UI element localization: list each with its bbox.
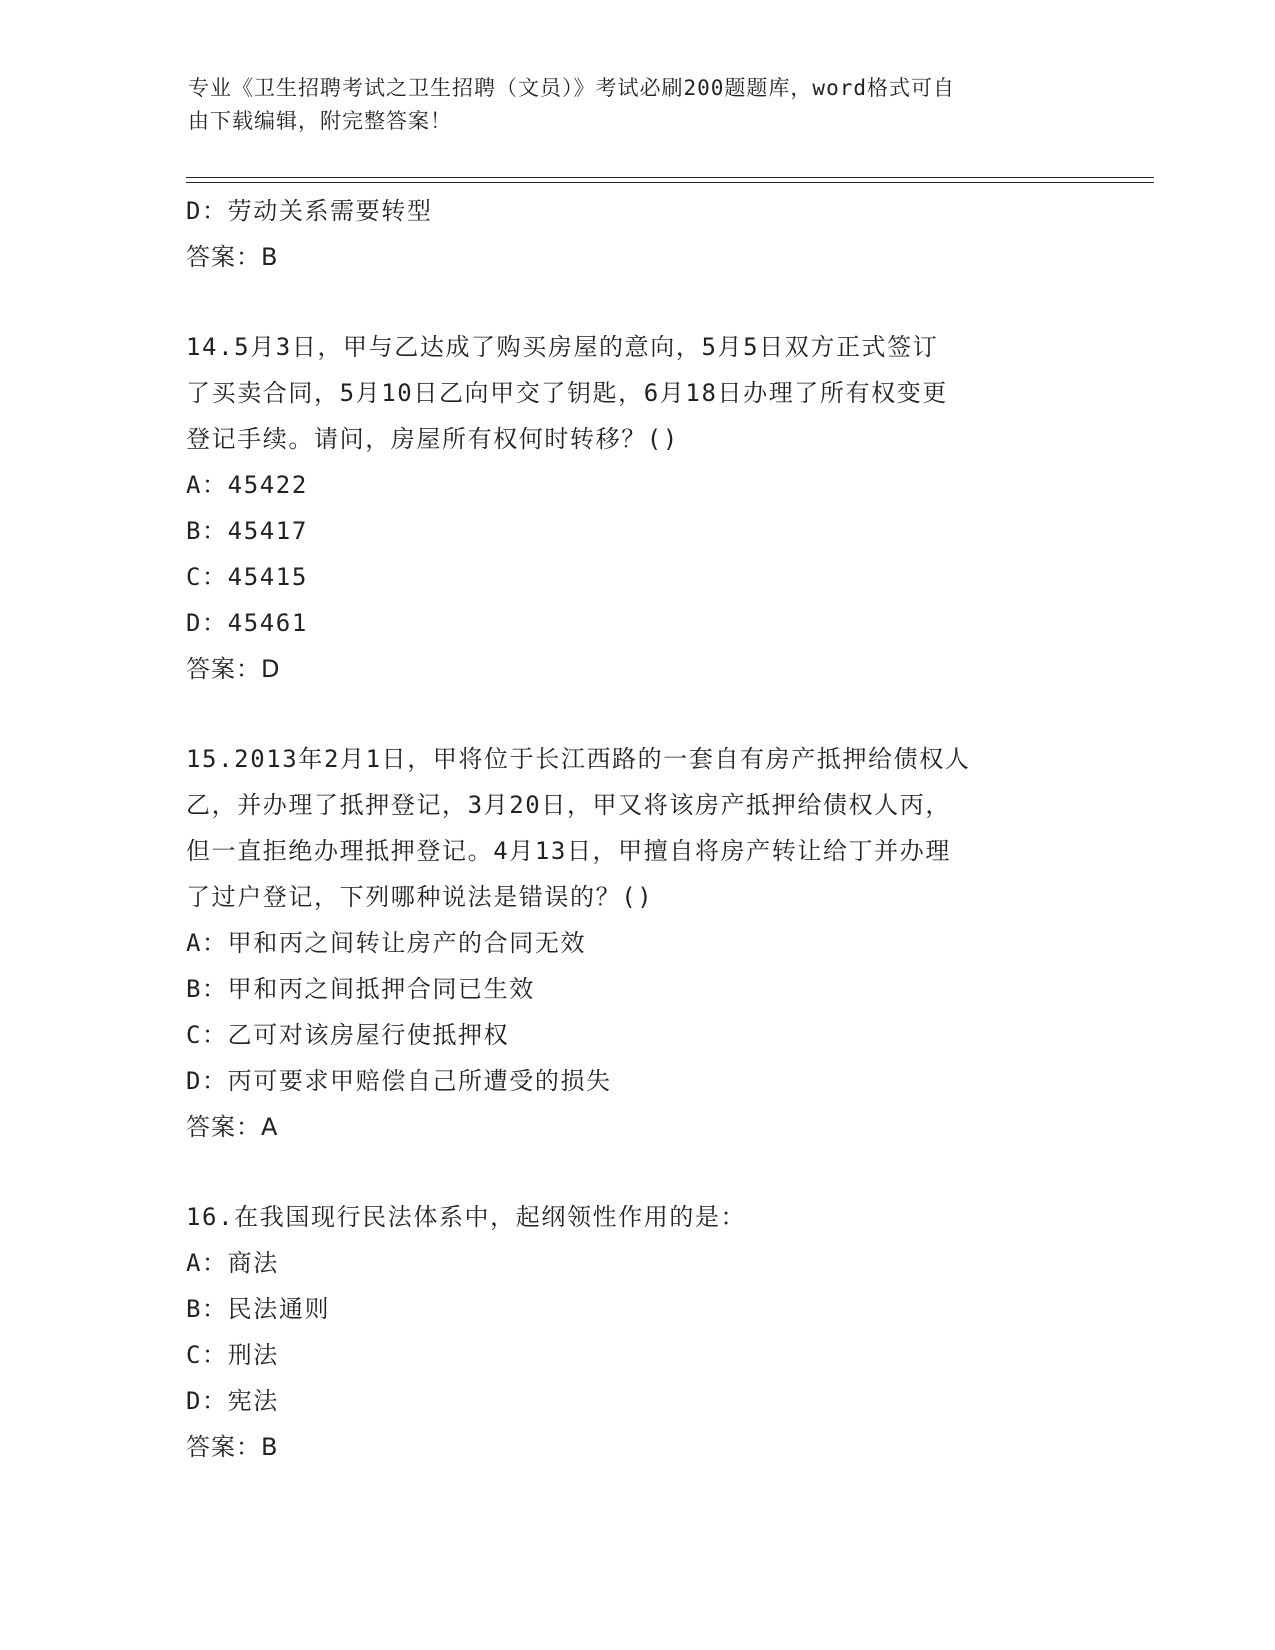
option-d: D：45461 xyxy=(186,609,308,637)
spacer xyxy=(186,692,1086,736)
option-d: D：宪法 xyxy=(186,1387,279,1415)
question-text-line: 15.2013年2月1日，甲将位于长江西路的一套自有房产抵押给债权人 xyxy=(186,745,971,773)
carryover-block xyxy=(186,188,1086,280)
header-title-line-2: 由下载编辑，附完整答案！ xyxy=(188,109,452,133)
question-14 xyxy=(186,324,1086,692)
spacer xyxy=(186,280,1086,324)
question-text-line: 但一直拒绝办理抵押登记。4月13日，甲擅自将房产转让给丁并办理 xyxy=(186,837,951,865)
option-c: C：刑法 xyxy=(186,1341,279,1369)
question-16 xyxy=(186,1194,1086,1470)
option-a: A：45422 xyxy=(186,471,308,499)
option-b: B：45417 xyxy=(186,517,308,545)
answer-label: 答案：A xyxy=(186,1113,279,1141)
option-d: D：劳动关系需要转型 xyxy=(186,197,433,225)
answer-label: 答案：B xyxy=(186,1433,279,1461)
question-15 xyxy=(186,736,1086,1150)
question-text-line: 登记手续。请问，房屋所有权何时转移？() xyxy=(186,425,679,453)
option-d: D：丙可要求甲赔偿自己所遭受的损失 xyxy=(186,1067,612,1095)
option-a: A：甲和丙之间转让房产的合同无效 xyxy=(186,929,587,957)
option-b: B：民法通则 xyxy=(186,1295,331,1323)
answer-label: 答案：D xyxy=(186,655,281,683)
question-text-line: 14.5月3日，甲与乙达成了购买房屋的意向，5月5日双方正式签订 xyxy=(186,333,939,361)
header-double-rule xyxy=(186,177,1154,183)
document-header xyxy=(188,72,1068,138)
question-text-line: 了买卖合同，5月10日乙向甲交了钥匙，6月18日办理了所有权变更 xyxy=(186,379,948,407)
question-text-line: 了过户登记，下列哪种说法是错误的？() xyxy=(186,883,654,911)
answer-label: 答案：B xyxy=(186,243,279,271)
question-text-line: 16.在我国现行民法体系中，起纲领性作用的是： xyxy=(186,1203,747,1231)
header-title-line-1: 专业《卫生招聘考试之卫生招聘（文员）》考试必刷200题题库，word格式可自 xyxy=(188,76,955,100)
question-list xyxy=(186,188,1086,1470)
option-b: B：甲和丙之间抵押合同已生效 xyxy=(186,975,535,1003)
option-a: A：商法 xyxy=(186,1249,279,1277)
question-text-line: 乙，并办理了抵押登记，3月20日，甲又将该房产抵押给债权人丙， xyxy=(186,791,951,819)
option-c: C：乙可对该房屋行使抵押权 xyxy=(186,1021,510,1049)
spacer xyxy=(186,1150,1086,1194)
option-c: C：45415 xyxy=(186,563,308,591)
